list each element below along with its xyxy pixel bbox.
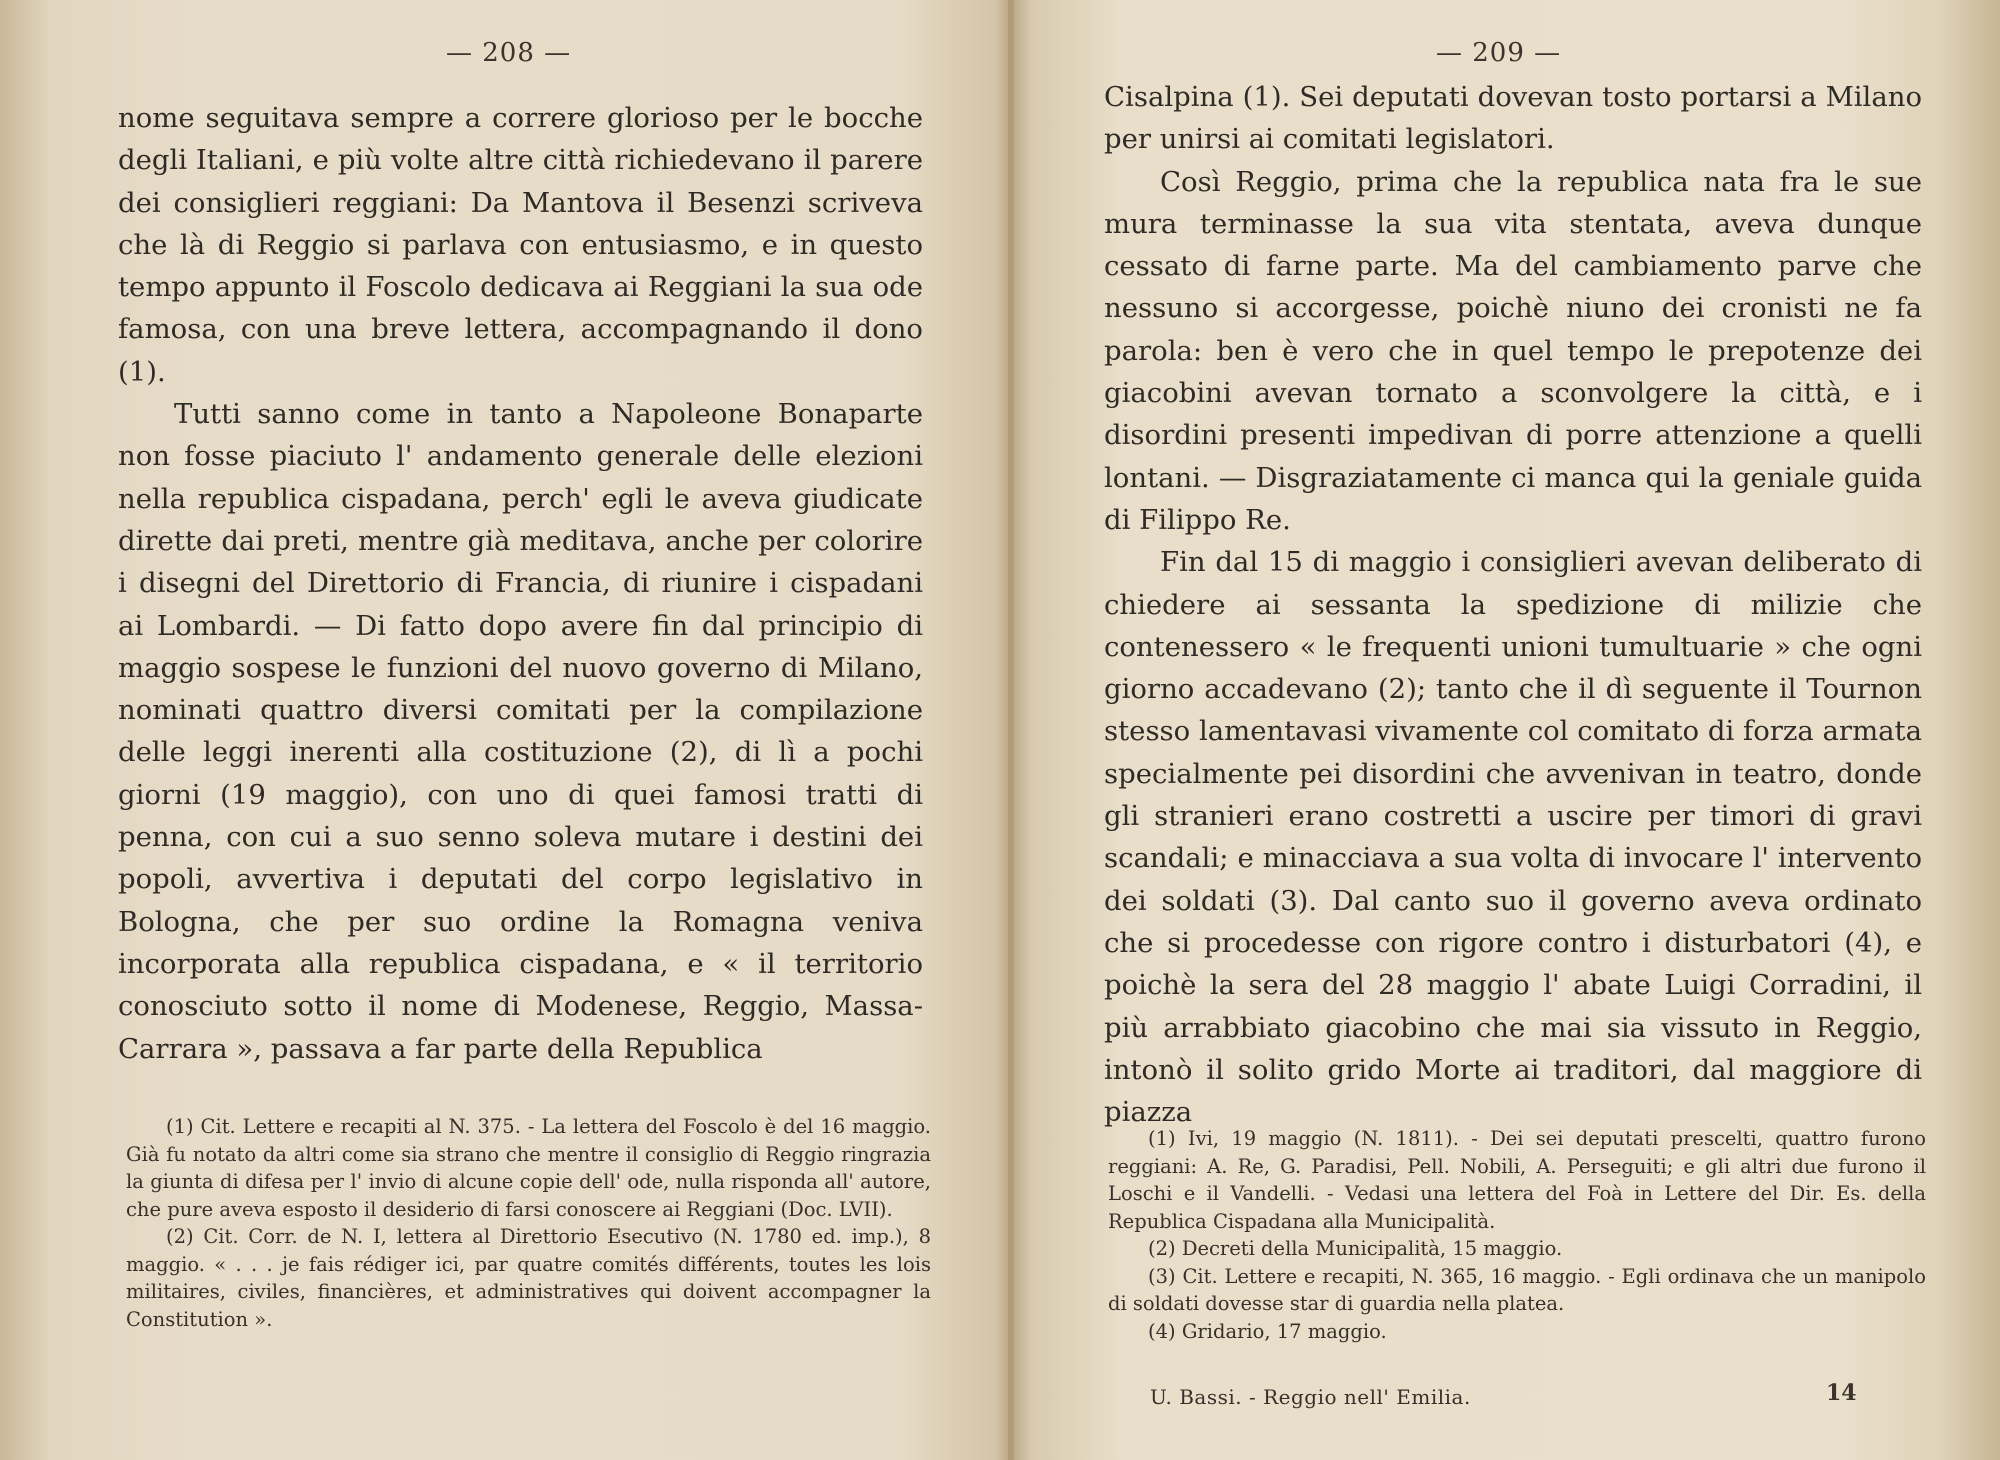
paragraph: Fin dal 15 di maggio i consiglieri avevan deliberato di chiedere ai sessanta la spedizione di milizie che contenessero « le frequenti unioni tumultuarie » che ogni giorno accadevano (2); tanto che il dì seguente il Tournon stesso lamentavasi vivamente col comitato di forza armata specialmente pei disordini che avvenivan in teatro, donde gli stranieri erano costretti a uscire per timori di gravi scandali; e minacciava a sua volta di invocare l' intervento dei soldati (3). Dal canto suo il governo aveva ordinato che si procedesse con rigore contro i disturbatori (4), e poichè la sera del 28 maggio l' abate Luigi Corradini, il più arrabbiato giacobino che mai sia vissuto in Reggio, intonò il solito grido Morte ai traditori, dal maggiore di piazza: [1104, 546, 1922, 1129]
right-page-number: — 209 —: [1436, 38, 1562, 68]
right-body-text: [1104, 76, 1922, 1133]
footnote: (1) Cit. Lettere e recapiti al N. 375. - La lettera del Foscolo è del 16 maggio. Già fu notato da altri come sia strano che mentre il consiglio di Reggio ringrazia la giunta di difesa per l' invio di alcune copie dell' ode, nulla risponda all' autore, che pure aveva esposto il desiderio di farsi conoscere ai Reggiani (Doc. LVII).: [126, 1115, 931, 1221]
left-body-text: [118, 97, 923, 1070]
paragraph: nome seguitava sempre a correre glorioso per le bocche degli Italiani, e più volte altre città richiedevano il parere dei consiglieri reggiani: Da Mantova il Besenzi scriveva che là di Reggio si parlava con entusiasmo, e in questo tempo appunto il Foscolo dedicava ai Reggiani la sua ode famosa, con una breve lettera, accompagnando il dono (1).: [118, 102, 923, 388]
sheet-number: 14: [1826, 1380, 1857, 1406]
left-page-number: — 208 —: [446, 38, 572, 68]
paragraph: Così Reggio, prima che la republica nata fra le sue mura terminasse la sua vita stentata, aveva dunque cessato di farne parte. Ma del cambiamento parve che nessuno si accorgesse, poichè niuno dei cronisti ne fa parola: ben è vero che in quel tempo le prepotenze dei giacobini avevan tornato a sconvolgere la città, e i disordini presenti impedivan di porre attenzione a quelli lontani. — Disgraziatamente ci manca qui la geniale guida di Filippo Re.: [1104, 165, 1922, 536]
paragraph: Tutti sanno come in tanto a Napoleone Bonaparte non fosse piaciuto l' andamento generale delle elezioni nella republica cispadana, perch' egli le aveva giudicate dirette dai preti, mentre già meditava, anche per colorire i disegni del Direttorio di Francia, di riunire i cispadani ai Lombardi. — Di fatto dopo avere fin dal principio di maggio sospese le funzioni del nuovo governo di Milano, nominati quattro diversi comitati per la compilazione delle leggi inerenti alla costituzione (2), di lì a pochi giorni (19 maggio), con uno di quei famosi tratti di penna, con cui a suo senno soleva mutare i destini dei popoli, avvertiva i deputati del corpo legislativo in Bologna, che per suo ordine la Romagna veniva incorporata alla republica cispadana, e « il territorio conosciuto sotto il nome di Modenese, Reggio, Massa-Carrara », passava a far parte della Republica: [118, 398, 923, 1065]
footnote: (2) Cit. Corr. de N. I, lettera al Direttorio Esecutivo (N. 1780 ed. imp.), 8 maggio. « . . . je fais rédiger ici, par quatre comités différents, toutes les lois militaires, civiles, financières, et administratives qui doivent accompagner la Constitution ».: [126, 1225, 931, 1331]
left-footnotes: [126, 1113, 931, 1333]
right-page: [1014, 0, 2000, 1460]
footnote: (2) Decreti della Municipalità, 15 maggio.: [1148, 1237, 1563, 1260]
paragraph: Cisalpina (1). Sei deputati dovevan tosto portarsi a Milano per unirsi ai comitati legislatori.: [1104, 81, 1922, 156]
footnote: (1) Ivi, 19 maggio (N. 1811). - Dei sei deputati prescelti, quattro furono reggiani: A. Re, G. Paradisi, Pell. Nobili, A. Perseguiti; e gli altri due furono il Loschi e il Vandelli. - Vedasi una lettera del Foà in Lettere del Dir. Es. della Republica Cispadana alla Municipalità.: [1108, 1127, 1926, 1233]
right-footnotes: [1108, 1125, 1926, 1345]
footnote: (4) Gridario, 17 maggio.: [1148, 1319, 1387, 1343]
signature-line: U. Bassi. - Reggio nell' Emilia.: [1150, 1385, 1471, 1409]
footnote: (3) Cit. Lettere e recapiti, N. 365, 16 maggio. - Egli ordinava che un manipolo di soldati dovesse star di guardia nella platea.: [1108, 1264, 1926, 1315]
